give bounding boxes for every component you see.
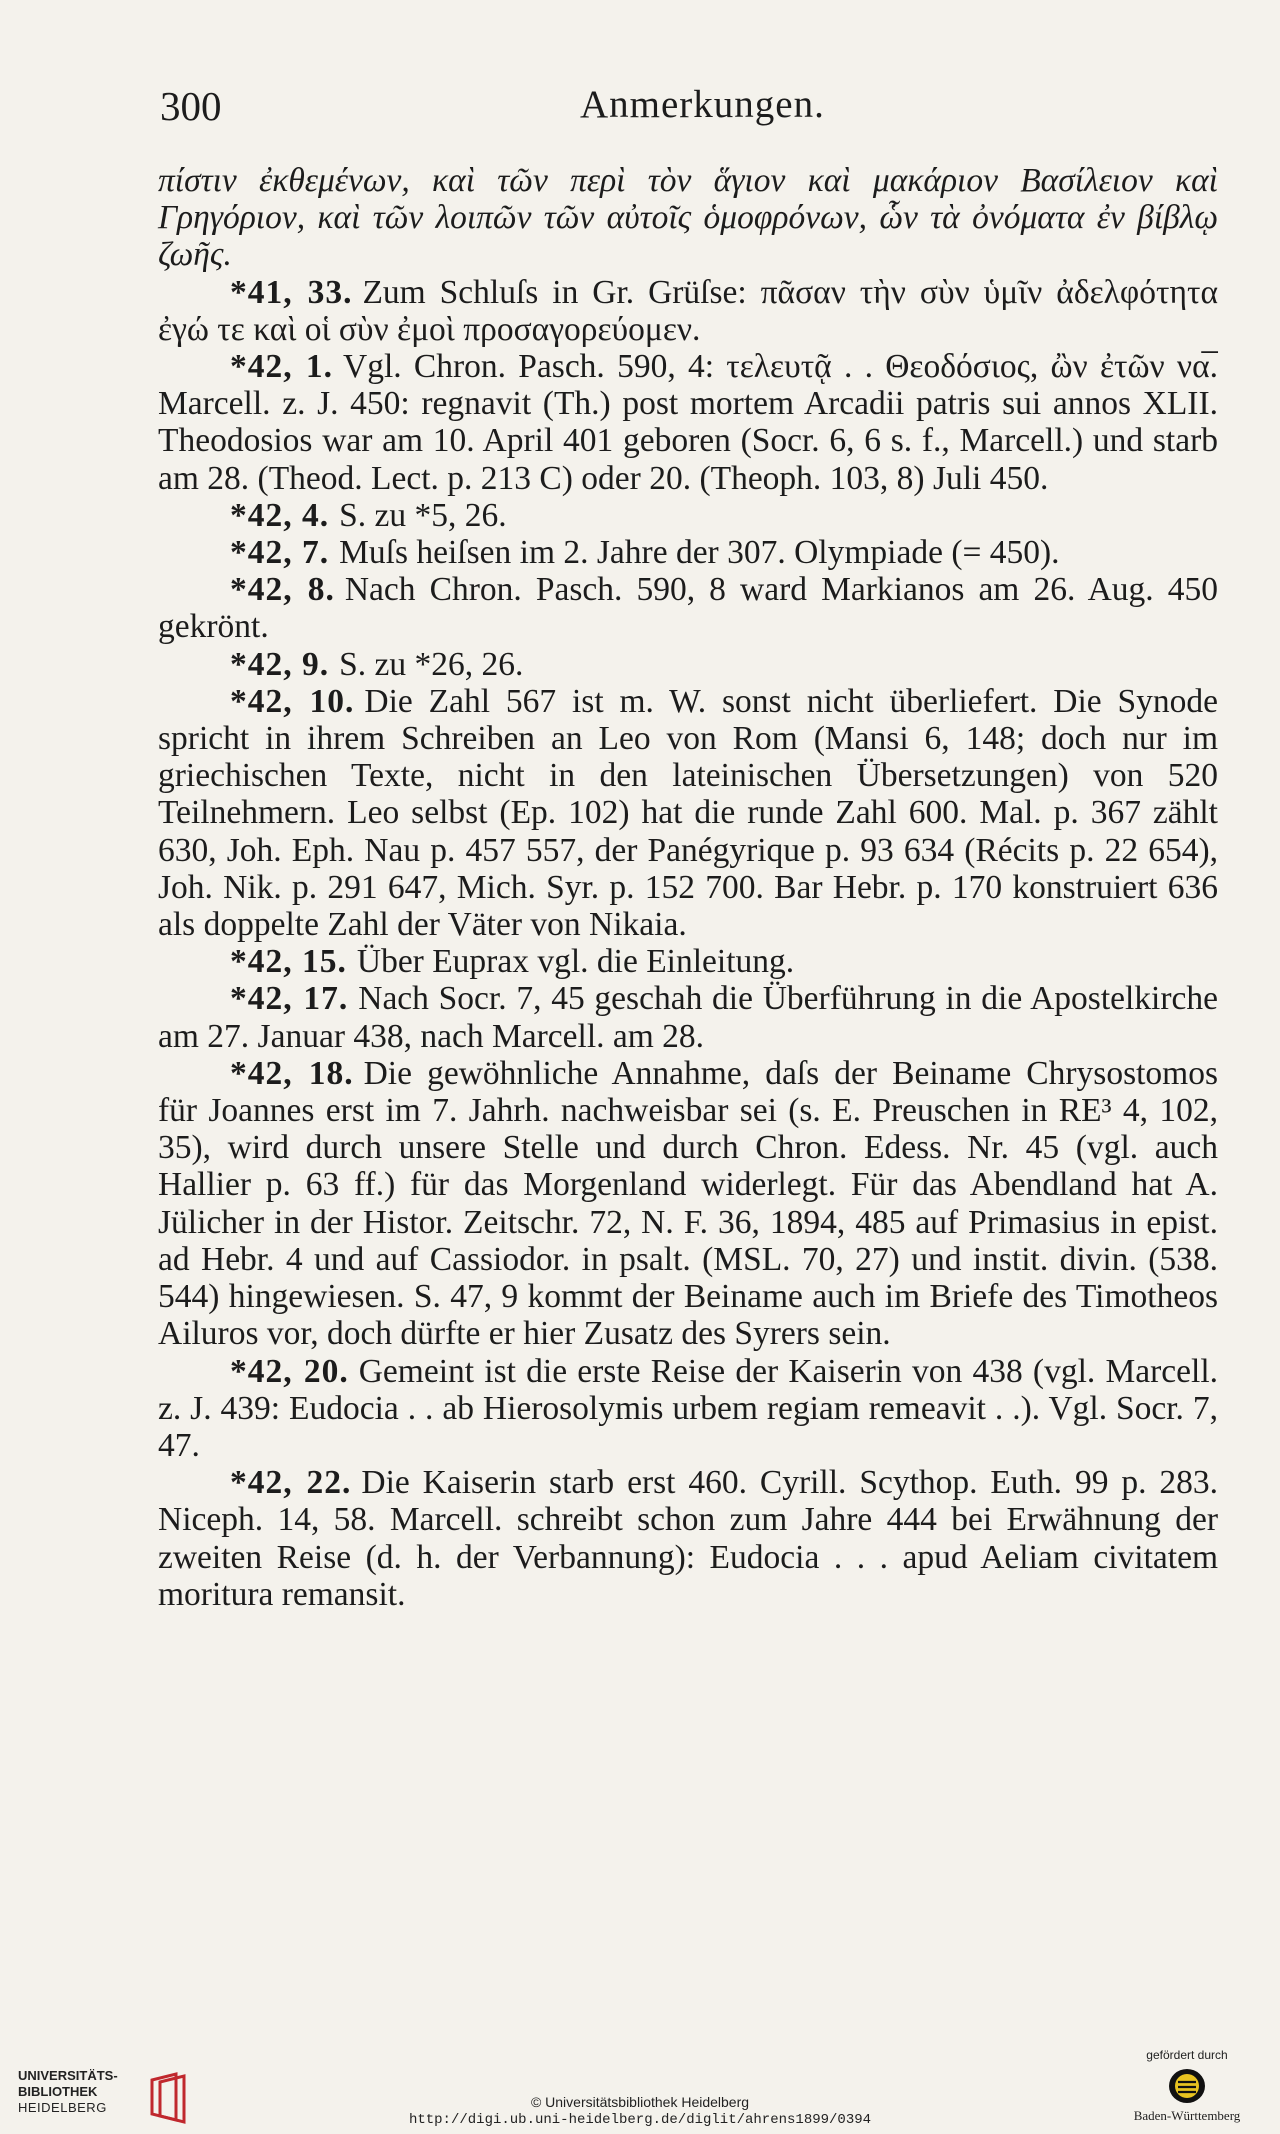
- note-reference: *42, 10.: [230, 682, 355, 720]
- note: [158, 1353, 1218, 1465]
- note-text: Nach Socr. 7, 45 geschah die Überführung in die Apostelkirche am 27. Januar 438, nach Marcell. am 28.: [158, 980, 1219, 1055]
- note-text: Die gewöhnliche Annahme, daſs der Beiname Chrysostomos für Joannes erst im 7. Jahrh. nachweisbar sei (s. E. Preuschen in RE³ 4, 102, 35), wird durch unsere Stelle und durch Chron. Edess. Nr. 45 (vgl. auch Hallier p. 63 ff.) für das Morgenland widerlegt. Für das Abendland hat A. Jülicher in der Histor. Zeitschr. 72, N. F. 36, 1894, 485 auf Primasius in epist. ad Hebr. 4 und auf Cassiodor. in psalt. (MSL. 70, 27) und instit. divin. (538. 544) hingewiesen. S. 47, 9 kommt der Beiname auch im Briefe des Timotheos Ailuros vor, doch dürfte er hier Zusatz des Syrers sein.: [158, 1054, 1219, 1353]
- notes-body: [158, 162, 1218, 1613]
- running-head: Anmerkungen.: [580, 83, 825, 126]
- note-text: Die Kaiserin starb erst 460. Cyrill. Scythop. Euth. 99 p. 283. Niceph. 14, 58. Marcell. schreibt schon zum Jahre 444 bei Erwähnung der zweiten Reise (d. h. der Verbannung): Eudocia . . . apud Aeliam civitatem moritura remansit.: [158, 1464, 1218, 1613]
- sponsor-block: [1122, 2040, 1252, 2134]
- note-text: Gemeint ist die erste Reise der Kaiserin von 438 (vgl. Marcell. z. J. 439: Eudocia . . ab Hierosolymis urbem regiam remeavit . .). Vgl. Socr. 7, 47.: [158, 1352, 1219, 1464]
- note-reference: *41, 33.: [230, 273, 353, 311]
- note: [158, 1464, 1218, 1613]
- note-continuation: [158, 162, 1218, 274]
- note: [158, 274, 1218, 348]
- note-reference: *42, 15.: [230, 943, 347, 981]
- sponsor-name: Baden-Württemberg: [1133, 2108, 1241, 2123]
- note-reference: *42, 1.: [230, 348, 334, 386]
- note-text: Nach Chron. Pasch. 590, 8 ward Markianos am 26. Aug. 450 gekrönt.: [158, 571, 1218, 646]
- note-reference: *42, 20.: [230, 1352, 349, 1390]
- note: [158, 571, 1218, 645]
- sponsor-label: gefördert durch: [1146, 2048, 1228, 2062]
- note: [158, 1055, 1218, 1353]
- note-text: Die Zahl 567 ist m. W. sonst nicht überliefert. Die Synode spricht in ihrem Schreiben an Leo von Rom (Mansi 6, 148; doch nur im griechischen Texte, nicht in den lateinischen Übersetzungen) von 520 Teilnehmern. Leo selbst (Ep. 102) hat die runde Zahl 600. Mal. p. 367 zählt 630, Joh. Eph. Nau p. 457 557, der Panégyrique p. 93 634 (Récits p. 22 654), Joh. Nik. p. 291 647, Mich. Syr. p. 152 700. Bar Hebr. p. 170 konstruiert 636 als doppelte Zahl der Väter von Nikaia.: [158, 682, 1219, 944]
- library-name-line2: BIBLIOTHEK: [18, 2084, 98, 2099]
- note-reference: *42, 9.: [230, 645, 330, 683]
- note-reference: *42, 7.: [230, 534, 330, 572]
- note: [158, 348, 1218, 497]
- note: [158, 943, 1218, 980]
- note-text: πίστιν ἐκθεμένων, καὶ τῶν περὶ τὸν ἅγιον καὶ μακάριον Βασίλειον καὶ Γρηγόριον, καὶ τῶν λοιπῶν τῶν αὐτοῖς ὁμοφρόνων, ὧν τὰ ὀνόματα ἐν βίβλῳ ζωῆς.: [158, 162, 1218, 274]
- page-header: [160, 82, 1220, 132]
- note: [158, 497, 1218, 534]
- note-text: Zum Schluſs in Gr. Grüſse: πᾶσαν τὴν σὺν ὑμῖν ἀδελφότητα ἐγώ τε καὶ οἱ σὺν ἐμοὶ προσαγορεύομεν.: [158, 273, 1218, 348]
- library-name-line1: UNIVERSITÄTS-: [18, 2068, 118, 2083]
- note: [158, 534, 1218, 571]
- permalink[interactable]: http://digi.ub.uni-heidelberg.de/diglit/ahrens1899/0394: [408, 2112, 872, 2128]
- coat-of-arms-icon: [1167, 2066, 1207, 2106]
- note-reference: *42, 4.: [230, 496, 330, 534]
- note-reference: *42, 17.: [230, 980, 349, 1018]
- library-name-line3: HEIDELBERG: [18, 2100, 107, 2115]
- note-reference: *42, 22.: [230, 1464, 352, 1502]
- note: [158, 683, 1218, 943]
- digitization-footer: [0, 2040, 1280, 2134]
- copyright-notice: © Universitätsbibliothek Heidelberg: [530, 2094, 750, 2110]
- note: [158, 980, 1218, 1054]
- page-number: 300: [160, 83, 222, 129]
- note-reference: *42, 18.: [230, 1054, 354, 1092]
- note-text: Über Euprax vgl. die Einleitung.: [356, 943, 795, 981]
- note-reference: *42, 8.: [230, 571, 335, 609]
- note: [158, 646, 1218, 683]
- note-text: S. zu *26, 26.: [339, 645, 524, 683]
- note-text: S. zu *5, 26.: [339, 496, 507, 534]
- note-text: Muſs heiſsen im 2. Jahre der 307. Olympiade (= 450).: [339, 534, 1060, 572]
- note-text: Vgl. Chron. Pasch. 590, 4: τελευτᾷ . . Θεοδόσιος, ὢν ἐτῶν να̅. Marcell. z. J. 450: regnavit (Th.) post mortem Arcadii patris sui annos XLII. Theodosios war am 10. April 401 geboren (Socr. 6, 6 s. f., Marcell.) und starb am 28. (Theod. Lect. p. 213 C) oder 20. (Theoph. 103, 8) Juli 450.: [158, 348, 1218, 497]
